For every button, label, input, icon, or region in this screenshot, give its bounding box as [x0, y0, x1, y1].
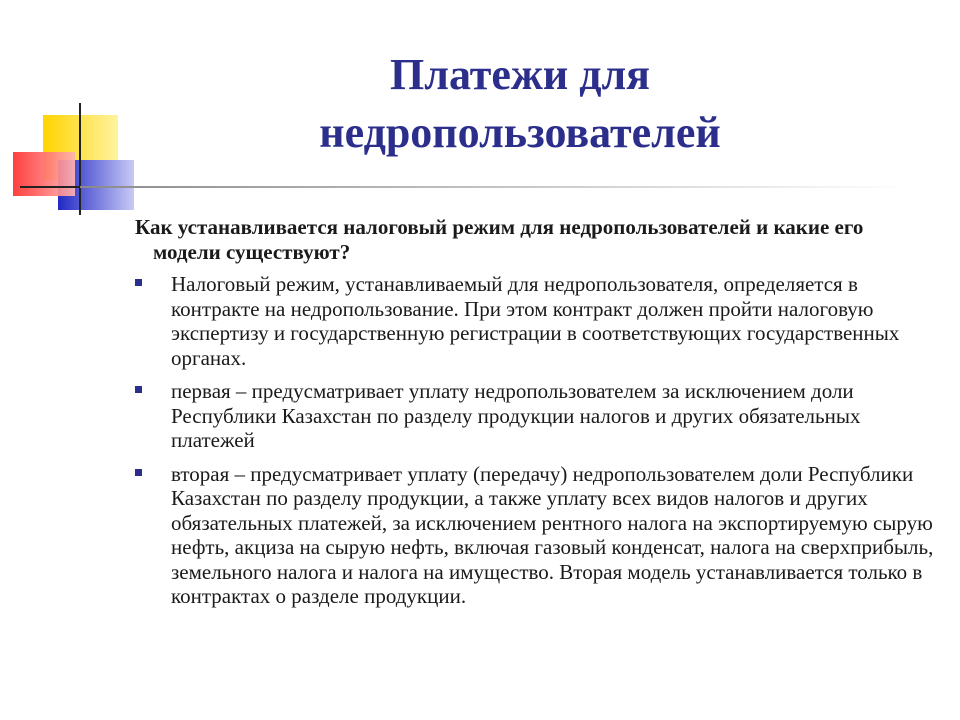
slide-title-line-2: недропользователей [319, 108, 721, 157]
slide-title [200, 46, 840, 162]
red-square [13, 152, 75, 196]
bullet-text: Налоговый режим, устанавливаемый для недропользователя, определяется в контракте на недропользование. При этом контракт должен пройти налоговую экспертизу и государственную регистрации в соответствующих государственных органах. [171, 272, 900, 370]
question-heading: Как устанавливается налоговый режим для недропользователей и какие его модели существуют? [135, 215, 864, 264]
square-bullet-icon [135, 279, 142, 286]
bullet-list [135, 272, 935, 609]
bullet-item [135, 379, 935, 453]
bullet-text: вторая – предусматривает уплату (передачу) недропользователем доли Республики Казахстан по разделу продукции, а также уплату всех видов налогов и других обязательных платежей, за исключением рентного налога на экспортируемую сырую нефть, акциза на сырую нефть, включая газовый конденсат, налога на сверхприбыль, земельного налога и налога на имущество. Вторая модель устанавливается только в контрактах о разделе продукции. [171, 461, 934, 608]
bullet-text: первая – предусматривает уплату недропользователем за исключением доли Республики Казахстан по разделу продукции налогов и других обязательных платежей [171, 379, 861, 452]
horizontal-rule-long [80, 186, 910, 188]
slide-body [135, 215, 935, 618]
square-bullet-icon [135, 386, 142, 393]
bullet-item [135, 272, 935, 370]
vertical-rule [79, 103, 81, 215]
slide-title-line-1: Платежи для [390, 50, 650, 99]
square-bullet-icon [135, 469, 142, 476]
bullet-item [135, 462, 935, 609]
